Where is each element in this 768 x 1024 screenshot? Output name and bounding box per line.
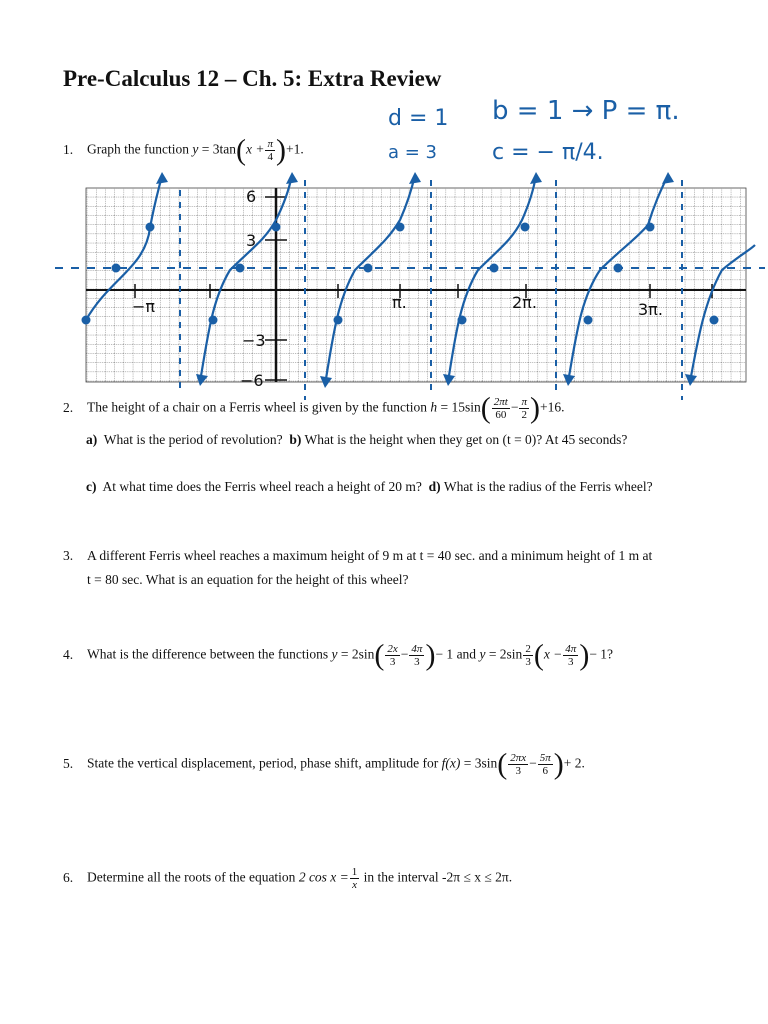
handwritten-d: d = 1: [388, 106, 449, 131]
question-2: 2. The height of a chair on a Ferris wheel is given by the function h = 15sin( $\frac{2\pi t}{60}$ − $\frac{\pi}{2}$ )+16.: [63, 391, 565, 425]
handwritten-c: c = − π/4.: [492, 140, 604, 165]
equation-tail: +16.: [540, 399, 565, 415]
question-text: State the vertical displacement, period, phase shift, amplitude for: [87, 755, 439, 771]
equation-fn: = 15sin: [437, 399, 481, 415]
question-number: 3.: [63, 548, 74, 563]
question-number: 2.: [63, 399, 74, 415]
equation-tail: +1.: [285, 141, 304, 157]
question-3: [63, 548, 652, 564]
fraction: $\frac{2x}{3}$: [387, 643, 398, 668]
question-4: 4. What is the difference between the functions y = 2sin( $\frac{2x}{3}$ − $\frac{4\pi}{3}$ )− 1 and y = 2sin $\frac{2}{3}$ (x − $\frac{4\pi}{3}$ )− 1?: [63, 638, 614, 672]
question-number: 5.: [63, 755, 74, 771]
fraction: $\frac{2\pi t}{60}$: [493, 396, 508, 421]
question-number: 4.: [63, 646, 74, 662]
y-label-3: 3: [246, 231, 257, 250]
fraction: $\frac{4\pi}{3}$: [411, 643, 423, 668]
equation-term: x +: [245, 141, 265, 157]
fraction: $\frac{2\pi x}{3}$: [510, 752, 527, 777]
question-text: What is the difference between the functions: [87, 646, 329, 662]
fraction: $\frac{\pi}{2}$: [521, 396, 527, 421]
question-2d: What is the radius of the Ferris wheel?: [443, 479, 653, 494]
y-label-neg3: −3: [242, 331, 266, 350]
fraction: $\frac{5\pi}{6}$: [539, 752, 551, 777]
x-label-2pi: 2π.: [512, 293, 537, 312]
question-text-line1: A different Ferris wheel reaches a maximum height of 9 m at t = 40 sec. and a minimum height of 1 m at: [87, 548, 653, 563]
fraction: $\frac{2}{3}$: [525, 643, 531, 668]
equation-variable: h: [430, 399, 438, 415]
question-5: 5. State the vertical displacement, period, phase shift, amplitude for f(x) = 3sin( $\frac{2\pi x}{3}$ − $\frac{5\pi}{6}$ )+ 2.: [63, 747, 585, 781]
question-text: The height of a chair on a Ferris wheel is given by the function: [87, 399, 428, 415]
equation-variable: y: [192, 141, 199, 157]
question-2c: c) At what time does the Ferris wheel reach a height of 20 m? d) What is the radius of the Ferris wheel?: [86, 479, 653, 494]
question-6: [63, 866, 512, 891]
x-label-pi: π.: [392, 293, 407, 312]
question-tail: in the interval -2π ≤ x ≤ 2π.: [363, 869, 513, 885]
question-number: 1.: [63, 141, 74, 157]
question-2a: a) What is the period of revolution? b) What is the height when they get on (t = 0)? At 45 seconds?: [86, 432, 628, 447]
fraction: $\frac{\pi}{4}$: [267, 138, 273, 163]
equation-fn: = 3tan: [198, 141, 236, 157]
question-text: Graph the function: [87, 141, 189, 157]
question-2d-label: d): [428, 479, 441, 494]
handwritten-b: b = 1 → P = π.: [492, 96, 680, 126]
and-text: and: [456, 646, 477, 662]
page-title: Pre-Calculus 12 – Ch. 5: Extra Review: [63, 66, 442, 91]
question-text: Determine all the roots of the equation: [87, 869, 296, 885]
equation: 2 cos x =: [298, 869, 349, 885]
x-label-3pi: 3π.: [638, 300, 663, 319]
fraction: $\frac{4\pi}{3}$: [565, 643, 577, 668]
y-label-6: 6: [246, 187, 257, 206]
question-number: 6.: [63, 869, 74, 885]
handwritten-a: a = 3: [388, 142, 438, 163]
fraction: $\frac{1}{x}$: [351, 866, 358, 891]
x-label-neg-pi: −π: [132, 297, 156, 316]
question-2b: What is the height when they get on (t = 0)? At 45 seconds?: [304, 432, 628, 447]
y-label-neg6: −6: [240, 371, 264, 390]
question-3-line2: t = 80 sec. What is an equation for the height of this wheel?: [87, 572, 409, 587]
question-2b-label: b): [289, 432, 302, 447]
tangent-graph: [50, 160, 768, 410]
question-1: 1. Graph the function y = 3tan(x + $\frac{\pi}{4}$ )+1.: [63, 133, 304, 167]
graph-grid: [86, 188, 746, 382]
